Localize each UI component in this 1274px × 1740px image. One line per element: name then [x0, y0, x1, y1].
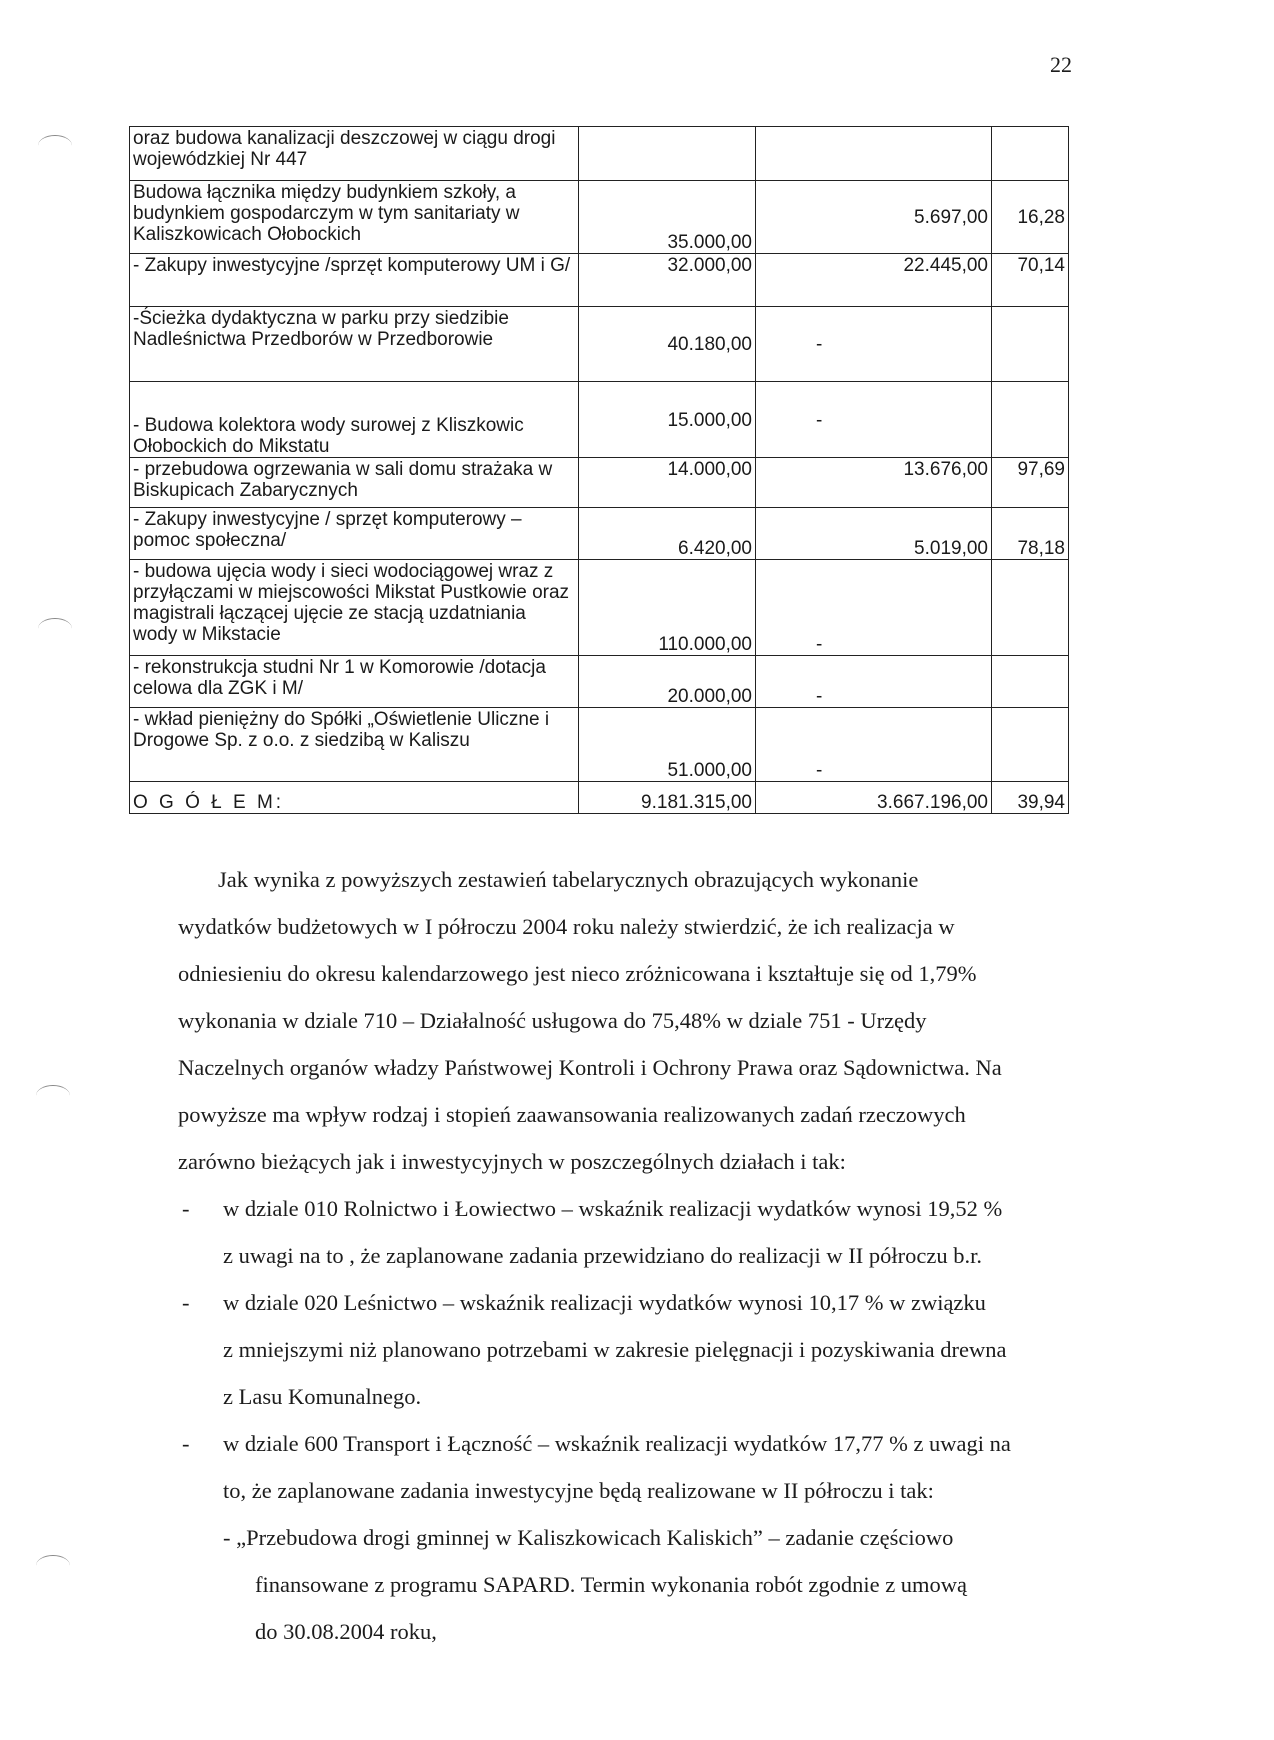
- paragraph-line: odniesieniu do okresu kalendarzowego jest nieco zróżnicowana i kształtuje się od 1,79%: [178, 961, 977, 986]
- bullet-item: [178, 1429, 1108, 1476]
- table-cell-description: - przebudowa ogrzewania w sali domu strażaka w Biskupicach Zabarycznych: [130, 458, 579, 508]
- bullet-text: w dziale 600 Transport i Łączność – wskaźnik realizacji wydatków 17,77 % z uwagi na: [223, 1431, 1011, 1456]
- table-row: [130, 382, 1069, 458]
- table-row: [130, 181, 1069, 254]
- table-row: [130, 708, 1069, 782]
- punch-hole-mark: [36, 1085, 70, 1106]
- table-cell-execution: -: [756, 560, 992, 656]
- table-cell-description: Budowa łącznika między budynkiem szkoły, a budynkiem gospodarczym w tym sanitariaty w Kaliszkowicach Ołobockich: [130, 181, 579, 254]
- bullet-continuation: z uwagi na to , że zaplanowane zadania przewidziano do realizacji w II półroczu b.r.: [223, 1243, 983, 1268]
- bullet-item: [178, 1288, 1108, 1335]
- table-total-label: O G Ó Ł E M:: [130, 782, 579, 814]
- paragraph-line: Naczelnych organów władzy Państwowej Kontroli i Ochrony Prawa oraz Sądownictwa. Na: [178, 1055, 1002, 1080]
- table-row: [130, 254, 1069, 307]
- bullet-text: w dziale 020 Leśnictwo – wskaźnik realizacji wydatków wynosi 10,17 % w związku: [223, 1290, 986, 1315]
- table-cell-plan: 51.000,00: [579, 708, 756, 782]
- table-row: [130, 307, 1069, 382]
- table-cell-description: - wkład pieniężny do Spółki „Oświetlenie Uliczne i Drogowe Sp. z o.o. z siedzibą w Kaliszu: [130, 708, 579, 782]
- table-cell-execution: -: [756, 382, 992, 458]
- table-cell-percent: [992, 560, 1069, 656]
- table-cell-description: - Budowa kolektora wody surowej z Kliszkowic Ołobockich do Mikstatu: [130, 382, 579, 458]
- table-cell-execution: -: [756, 656, 992, 708]
- table-cell-plan: 35.000,00: [579, 181, 756, 254]
- table-total-plan: 9.181.315,00: [579, 782, 756, 814]
- table-cell-plan: 15.000,00: [579, 382, 756, 458]
- table-cell-percent: 70,14: [992, 254, 1069, 307]
- table-cell-percent: 97,69: [992, 458, 1069, 508]
- table-total-row: [130, 782, 1069, 814]
- bullet-dash: -: [182, 1431, 190, 1456]
- body-text: [178, 865, 1108, 1664]
- table-cell-description: -Ścieżka dydaktyczna w parku przy siedzibie Nadleśnictwa Przedborów w Przedborowie: [130, 307, 579, 382]
- table-cell-execution: 5.019,00: [756, 508, 992, 560]
- table-cell-plan: 14.000,00: [579, 458, 756, 508]
- table-cell-percent: [992, 307, 1069, 382]
- table-row: [130, 458, 1069, 508]
- budget-table: [129, 126, 1069, 814]
- page-number: 22: [1050, 52, 1072, 77]
- table-row: [130, 127, 1069, 181]
- table-cell-execution: 5.697,00: [756, 181, 992, 254]
- table-cell-plan: 40.180,00: [579, 307, 756, 382]
- sub-bullet-item: - „Przebudowa drogi gminnej w Kaliszkowicach Kaliskich” – zadanie częściowo: [223, 1525, 954, 1550]
- bullet-dash: -: [182, 1196, 190, 1221]
- table-cell-plan: 20.000,00: [579, 656, 756, 708]
- table-total-execution: 3.667.196,00: [756, 782, 992, 814]
- table-cell-description: - Zakupy inwestycyjne / sprzęt komputerowy – pomoc społeczna/: [130, 508, 579, 560]
- table-cell-percent: [992, 382, 1069, 458]
- paragraph-line: powyższe ma wpływ rodzaj i stopień zaawansowania realizowanych zadań rzeczowych: [178, 1102, 966, 1127]
- paragraph-line: wydatków budżetowych w I półroczu 2004 roku należy stwierdzić, że ich realizacja w: [178, 914, 955, 939]
- table-row: [130, 508, 1069, 560]
- table-cell-description: oraz budowa kanalizacji deszczowej w ciągu drogi wojewódzkiej Nr 447: [130, 127, 579, 181]
- table-cell-execution: 22.445,00: [756, 254, 992, 307]
- table-cell-execution: [756, 127, 992, 181]
- paragraph-line: wykonania w dziale 710 – Działalność usługowa do 75,48% w dziale 751 - Urzędy: [178, 1008, 927, 1033]
- bullet-item: [178, 1194, 1108, 1241]
- table-total-percent: 39,94: [992, 782, 1069, 814]
- table-cell-plan: [579, 127, 756, 181]
- table-cell-execution: -: [756, 708, 992, 782]
- punch-hole-mark: [36, 1555, 70, 1576]
- table-cell-percent: 16,28: [992, 181, 1069, 254]
- table-row: [130, 656, 1069, 708]
- table-cell-percent: [992, 708, 1069, 782]
- sub-bullet-continuation: do 30.08.2004 roku,: [255, 1619, 437, 1644]
- table-cell-description: - rekonstrukcja studni Nr 1 w Komorowie /dotacja celowa dla ZGK i M/: [130, 656, 579, 708]
- table-cell-plan: 6.420,00: [579, 508, 756, 560]
- table-cell-description: - budowa ujęcia wody i sieci wodociągowej wraz z przyłączami w miejscowości Mikstat Pustkowie oraz magistrali łączącej ujęcie ze stacją uzdatniania wody w Mikstacie: [130, 560, 579, 656]
- table-cell-percent: [992, 656, 1069, 708]
- table-cell-description: - Zakupy inwestycyjne /sprzęt komputerowy UM i G/: [130, 254, 579, 307]
- paragraph-line: Jak wynika z powyższych zestawień tabelarycznych obrazujących wykonanie: [218, 867, 919, 892]
- bullet-continuation: z Lasu Komunalnego.: [223, 1384, 422, 1409]
- table-cell-plan: 32.000,00: [579, 254, 756, 307]
- bullet-dash: -: [182, 1290, 190, 1315]
- sub-bullet-continuation: finansowane z programu SAPARD. Termin wykonania robót zgodnie z umową: [255, 1572, 968, 1597]
- table-cell-percent: 78,18: [992, 508, 1069, 560]
- bullet-continuation: z mniejszymi niż planowano potrzebami w zakresie pielęgnacji i pozyskiwania drewna: [223, 1337, 1007, 1362]
- table-cell-execution: -: [756, 307, 992, 382]
- table-cell-percent: [992, 127, 1069, 181]
- punch-hole-mark: [38, 135, 72, 156]
- bullet-continuation: to, że zaplanowane zadania inwestycyjne będą realizowane w II półroczu i tak:: [223, 1478, 934, 1503]
- paragraph-line: zarówno bieżących jak i inwestycyjnych w poszczególnych działach i tak:: [178, 1149, 846, 1174]
- table-row: [130, 560, 1069, 656]
- table-cell-plan: 110.000,00: [579, 560, 756, 656]
- table-cell-execution: 13.676,00: [756, 458, 992, 508]
- bullet-text: w dziale 010 Rolnictwo i Łowiectwo – wskaźnik realizacji wydatków wynosi 19,52 %: [223, 1196, 1003, 1221]
- punch-hole-mark: [38, 618, 72, 639]
